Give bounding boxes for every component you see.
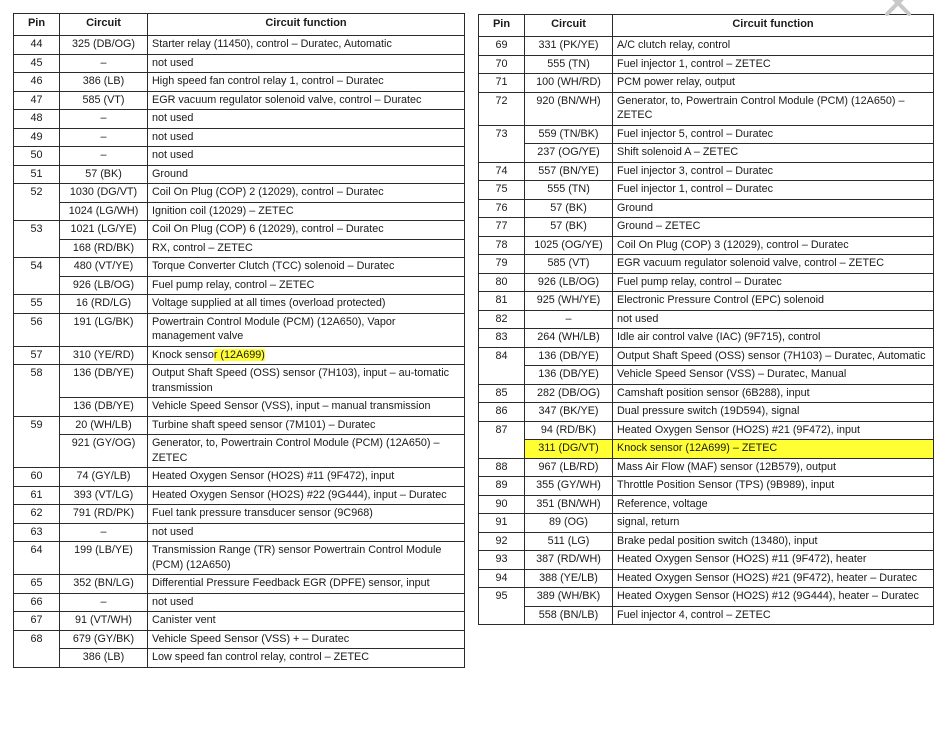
highlighted-text: r (12A699)	[213, 348, 265, 361]
function-cell: Heated Oxygen Sensor (HO2S) #11 (9F472), input	[148, 468, 465, 487]
pin-cell: 50	[14, 147, 60, 166]
table-row	[14, 575, 465, 594]
circuit-cell: 393 (VT/LG)	[60, 486, 148, 505]
pin-cell: 44	[14, 36, 60, 55]
circuit-cell: 967 (LB/RD)	[525, 458, 613, 477]
circuit-cell: 511 (LG)	[525, 532, 613, 551]
table-row	[479, 347, 934, 366]
table-row	[14, 202, 465, 221]
table-row	[14, 276, 465, 295]
pin-cell: 49	[14, 128, 60, 147]
circuit-cell: 1021 (LG/YE)	[60, 221, 148, 240]
function-cell: Coil On Plug (COP) 2 (12029), control – Duratec	[148, 184, 465, 203]
function-cell: Low speed fan control relay, control – ZETEC	[148, 649, 465, 668]
table-row	[479, 218, 934, 237]
table-row	[479, 181, 934, 200]
pin-cell: 76	[479, 199, 525, 218]
table-row	[14, 128, 465, 147]
table-row	[14, 365, 465, 398]
table-row	[479, 125, 934, 144]
table-row	[479, 588, 934, 607]
pin-cell: 92	[479, 532, 525, 551]
pin-header: Pin	[14, 14, 60, 36]
circuit-cell: 311 (DG/VT)	[525, 440, 613, 459]
circuit-cell: 791 (RD/PK)	[60, 505, 148, 524]
pin-cell: 89	[479, 477, 525, 496]
table-row	[479, 144, 934, 163]
pin-cell: 85	[479, 384, 525, 403]
circuit-cell: 310 (YE/RD)	[60, 346, 148, 365]
pin-cell: 94	[479, 569, 525, 588]
circuit-cell: 91 (VT/WH)	[60, 612, 148, 631]
circuit-cell: 352 (BN/LG)	[60, 575, 148, 594]
function-cell: Dual pressure switch (19D594), signal	[613, 403, 934, 422]
pin-cell: 65	[14, 575, 60, 594]
table-row	[479, 255, 934, 274]
function-cell: Heated Oxygen Sensor (HO2S) #22 (9G444), input – Duratec	[148, 486, 465, 505]
function-cell: not used	[148, 128, 465, 147]
function-cell: Vehicle Speed Sensor (VSS) – Duratec, Manual	[613, 366, 934, 385]
pin-cell: 59	[14, 416, 60, 468]
circuit-cell: –	[60, 54, 148, 73]
circuit-cell: 480 (VT/YE)	[60, 258, 148, 277]
table-row	[14, 398, 465, 417]
function-cell: Fuel injector 1, control – ZETEC	[613, 55, 934, 74]
table-row	[14, 486, 465, 505]
function-cell: Fuel injector 1, control – Duratec	[613, 181, 934, 200]
close-icon	[878, 0, 918, 18]
pin-cell: 70	[479, 55, 525, 74]
pin-cell: 55	[14, 295, 60, 314]
table-row	[14, 346, 465, 365]
circuit-cell: 100 (WH/RD)	[525, 74, 613, 93]
function-cell: not used	[148, 110, 465, 129]
table-row	[479, 55, 934, 74]
function-cell: RX, control – ZETEC	[148, 239, 465, 258]
table-row	[14, 73, 465, 92]
table-row	[479, 273, 934, 292]
pin-cell: 71	[479, 74, 525, 93]
function-cell: Fuel pump relay, control – ZETEC	[148, 276, 465, 295]
circuit-cell: 925 (WH/YE)	[525, 292, 613, 311]
circuit-cell: 136 (DB/YE)	[60, 398, 148, 417]
pin-cell: 86	[479, 403, 525, 422]
table-row	[14, 147, 465, 166]
function-cell: Differential Pressure Feedback EGR (DPFE) sensor, input	[148, 575, 465, 594]
table-row	[14, 221, 465, 240]
pin-cell: 69	[479, 37, 525, 56]
circuit-cell: 555 (TN)	[525, 181, 613, 200]
function-cell: A/C clutch relay, control	[613, 37, 934, 56]
pin-cell: 87	[479, 421, 525, 458]
function-cell	[148, 346, 465, 365]
table-row	[479, 569, 934, 588]
function-cell: Heated Oxygen Sensor (HO2S) #21 (9F472), input	[613, 421, 934, 440]
pin-cell: 75	[479, 181, 525, 200]
circuit-cell: 136 (DB/YE)	[525, 347, 613, 366]
function-cell: not used	[148, 593, 465, 612]
table-row	[479, 495, 934, 514]
function-cell: Ground	[148, 165, 465, 184]
function-cell: Turbine shaft speed sensor (7M101) – Duratec	[148, 416, 465, 435]
circuit-cell: 57 (BK)	[60, 165, 148, 184]
pin-cell: 52	[14, 184, 60, 221]
table-row-highlighted	[479, 440, 934, 459]
table-row	[14, 416, 465, 435]
circuit-cell: 388 (YE/LB)	[525, 569, 613, 588]
function-cell: Electronic Pressure Control (EPC) solenoid	[613, 292, 934, 311]
circuit-cell: 920 (BN/WH)	[525, 92, 613, 125]
function-cell: Shift solenoid A – ZETEC	[613, 144, 934, 163]
circuit-cell: 921 (GY/OG)	[60, 435, 148, 468]
table-row	[479, 199, 934, 218]
circuit-cell: 585 (VT)	[60, 91, 148, 110]
circuit-cell: 558 (BN/LB)	[525, 606, 613, 625]
table-row	[14, 313, 465, 346]
table-row	[479, 532, 934, 551]
pin-cell: 57	[14, 346, 60, 365]
function-cell: Heated Oxygen Sensor (HO2S) #11 (9F472), heater	[613, 551, 934, 570]
function-cell: Vehicle Speed Sensor (VSS) + – Duratec	[148, 630, 465, 649]
function-cell: Canister vent	[148, 612, 465, 631]
pin-cell: 73	[479, 125, 525, 162]
function-cell: Mass Air Flow (MAF) sensor (12B579), output	[613, 458, 934, 477]
table-row	[14, 54, 465, 73]
pin-cell: 95	[479, 588, 525, 625]
table-row	[14, 184, 465, 203]
table-header-row	[14, 14, 465, 36]
circuit-cell: 136 (DB/YE)	[60, 365, 148, 398]
function-cell: PCM power relay, output	[613, 74, 934, 93]
circuit-cell: –	[60, 128, 148, 147]
pin-cell: 64	[14, 542, 60, 575]
function-cell: not used	[613, 310, 934, 329]
pin-cell: 60	[14, 468, 60, 487]
table-row	[14, 505, 465, 524]
pin-cell: 47	[14, 91, 60, 110]
circuit-cell: 57 (BK)	[525, 199, 613, 218]
circuit-cell: 237 (OG/YE)	[525, 144, 613, 163]
function-cell: Powertrain Control Module (PCM) (12A650), Vapor management valve	[148, 313, 465, 346]
function-cell: Fuel pump relay, control – Duratec	[613, 273, 934, 292]
circuit-cell: 585 (VT)	[525, 255, 613, 274]
pin-cell: 84	[479, 347, 525, 384]
circuit-cell: 386 (LB)	[60, 649, 148, 668]
function-cell: Reference, voltage	[613, 495, 934, 514]
table-row	[479, 366, 934, 385]
table-row	[14, 649, 465, 668]
circuit-cell: –	[60, 593, 148, 612]
function-text: Knock senso	[152, 348, 214, 361]
pin-cell: 66	[14, 593, 60, 612]
pin-table-left	[13, 13, 465, 668]
circuit-cell: 557 (BN/YE)	[525, 162, 613, 181]
function-cell: Heated Oxygen Sensor (HO2S) #21 (9F472), heater – Duratec	[613, 569, 934, 588]
circuit-cell: 57 (BK)	[525, 218, 613, 237]
pin-cell: 83	[479, 329, 525, 348]
function-cell: Coil On Plug (COP) 3 (12029), control – Duratec	[613, 236, 934, 255]
table-row	[14, 542, 465, 575]
table-row	[14, 295, 465, 314]
table-row	[479, 606, 934, 625]
pin-cell: 46	[14, 73, 60, 92]
circuit-header: Circuit	[60, 14, 148, 36]
function-cell: Idle air control valve (IAC) (9F715), control	[613, 329, 934, 348]
circuit-cell: 1025 (OG/YE)	[525, 236, 613, 255]
pin-header: Pin	[479, 15, 525, 37]
pin-cell: 56	[14, 313, 60, 346]
table-row	[14, 165, 465, 184]
function-cell: Ground – ZETEC	[613, 218, 934, 237]
circuit-cell: 1024 (LG/WH)	[60, 202, 148, 221]
pin-cell: 72	[479, 92, 525, 125]
circuit-cell: 355 (GY/WH)	[525, 477, 613, 496]
function-cell: Fuel tank pressure transducer sensor (9C968)	[148, 505, 465, 524]
function-cell: EGR vacuum regulator solenoid valve, control – ZETEC	[613, 255, 934, 274]
function-header: Circuit function	[613, 15, 934, 37]
table-row	[14, 593, 465, 612]
circuit-cell: 89 (OG)	[525, 514, 613, 533]
pin-cell: 48	[14, 110, 60, 129]
circuit-cell: 325 (DB/OG)	[60, 36, 148, 55]
circuit-cell: –	[60, 110, 148, 129]
pin-cell: 61	[14, 486, 60, 505]
function-cell: Torque Converter Clutch (TCC) solenoid – Duratec	[148, 258, 465, 277]
function-cell: not used	[148, 54, 465, 73]
pin-table-right	[478, 14, 934, 625]
table-row	[14, 110, 465, 129]
pin-cell: 68	[14, 630, 60, 667]
function-cell: EGR vacuum regulator solenoid valve, control – Duratec	[148, 91, 465, 110]
function-cell: Output Shaft Speed (OSS) sensor (7H103) – Duratec, Automatic	[613, 347, 934, 366]
function-cell: Vehicle Speed Sensor (VSS), input – manual transmission	[148, 398, 465, 417]
circuit-cell: 264 (WH/LB)	[525, 329, 613, 348]
circuit-cell: –	[525, 310, 613, 329]
table-row	[479, 37, 934, 56]
function-cell: Brake pedal position switch (13480), input	[613, 532, 934, 551]
table-body-right	[479, 37, 934, 625]
circuit-cell: 389 (WH/BK)	[525, 588, 613, 607]
circuit-cell: 168 (RD/BK)	[60, 239, 148, 258]
pin-cell: 58	[14, 365, 60, 417]
circuit-cell: 555 (TN)	[525, 55, 613, 74]
circuit-cell: 559 (TN/BK)	[525, 125, 613, 144]
pin-cell: 74	[479, 162, 525, 181]
table-row	[479, 162, 934, 181]
circuit-cell: 20 (WH/LB)	[60, 416, 148, 435]
function-cell: Fuel injector 3, control – Duratec	[613, 162, 934, 181]
function-cell: Generator, to, Powertrain Control Module (PCM) (12A650) – ZETEC	[613, 92, 934, 125]
table-row	[479, 421, 934, 440]
table-row	[479, 292, 934, 311]
pin-cell: 77	[479, 218, 525, 237]
circuit-cell: 347 (BK/YE)	[525, 403, 613, 422]
table-row	[479, 514, 934, 533]
function-cell: Throttle Position Sensor (TPS) (9B989), input	[613, 477, 934, 496]
pin-cell: 78	[479, 236, 525, 255]
circuit-cell: 679 (GY/BK)	[60, 630, 148, 649]
function-cell: Ignition coil (12029) – ZETEC	[148, 202, 465, 221]
pin-cell: 80	[479, 273, 525, 292]
pin-cell: 63	[14, 523, 60, 542]
table-row	[14, 523, 465, 542]
circuit-cell: 199 (LB/YE)	[60, 542, 148, 575]
circuit-cell: 282 (DB/OG)	[525, 384, 613, 403]
table-row	[14, 468, 465, 487]
circuit-cell: 386 (LB)	[60, 73, 148, 92]
circuit-cell: –	[60, 147, 148, 166]
circuit-cell: 351 (BN/WH)	[525, 495, 613, 514]
pin-cell: 91	[479, 514, 525, 533]
pin-cell: 93	[479, 551, 525, 570]
close-button[interactable]	[878, 0, 918, 18]
function-cell: Fuel injector 5, control – Duratec	[613, 125, 934, 144]
table-row	[479, 477, 934, 496]
function-cell: Generator, to, Powertrain Control Module (PCM) (12A650) – ZETEC	[148, 435, 465, 468]
table-row	[479, 329, 934, 348]
table-row	[479, 551, 934, 570]
table-row	[14, 612, 465, 631]
function-cell: not used	[148, 147, 465, 166]
circuit-cell: 136 (DB/YE)	[525, 366, 613, 385]
function-cell: Ground	[613, 199, 934, 218]
pin-cell: 79	[479, 255, 525, 274]
function-cell: Heated Oxygen Sensor (HO2S) #12 (9G444), heater – Duratec	[613, 588, 934, 607]
function-cell: Camshaft position sensor (6B288), input	[613, 384, 934, 403]
circuit-cell: 387 (RD/WH)	[525, 551, 613, 570]
table-header-row	[479, 15, 934, 37]
function-cell: Transmission Range (TR) sensor Powertrain Control Module (PCM) (12A650)	[148, 542, 465, 575]
table-row	[479, 458, 934, 477]
circuit-cell: 74 (GY/LB)	[60, 468, 148, 487]
circuit-cell: 94 (RD/BK)	[525, 421, 613, 440]
circuit-cell: 926 (LB/OG)	[60, 276, 148, 295]
table-row	[479, 74, 934, 93]
function-cell: Voltage supplied at all times (overload protected)	[148, 295, 465, 314]
pin-cell: 53	[14, 221, 60, 258]
pin-cell: 88	[479, 458, 525, 477]
function-cell: Starter relay (11450), control – Duratec, Automatic	[148, 36, 465, 55]
table-row	[479, 384, 934, 403]
circuit-cell: 1030 (DG/VT)	[60, 184, 148, 203]
function-header: Circuit function	[148, 14, 465, 36]
circuit-header: Circuit	[525, 15, 613, 37]
table-row	[14, 630, 465, 649]
circuit-cell: 16 (RD/LG)	[60, 295, 148, 314]
pin-cell: 81	[479, 292, 525, 311]
circuit-cell: –	[60, 523, 148, 542]
function-cell: Knock sensor (12A699) – ZETEC	[613, 440, 934, 459]
pin-cell: 51	[14, 165, 60, 184]
table-body-left	[14, 36, 465, 668]
circuit-cell: 331 (PK/YE)	[525, 37, 613, 56]
function-cell: High speed fan control relay 1, control – Duratec	[148, 73, 465, 92]
table-row	[14, 91, 465, 110]
circuit-cell: 191 (LG/BK)	[60, 313, 148, 346]
pin-cell: 54	[14, 258, 60, 295]
function-cell: signal, return	[613, 514, 934, 533]
table-row	[14, 239, 465, 258]
pin-cell: 90	[479, 495, 525, 514]
table-row	[14, 36, 465, 55]
circuit-cell: 926 (LB/OG)	[525, 273, 613, 292]
pin-cell: 45	[14, 54, 60, 73]
function-cell: Fuel injector 4, control – ZETEC	[613, 606, 934, 625]
table-row	[479, 310, 934, 329]
table-row	[14, 258, 465, 277]
pin-cell: 67	[14, 612, 60, 631]
table-row	[479, 92, 934, 125]
function-cell: Coil On Plug (COP) 6 (12029), control – Duratec	[148, 221, 465, 240]
function-cell: not used	[148, 523, 465, 542]
function-cell: Output Shaft Speed (OSS) sensor (7H103), input – au-tomatic transmission	[148, 365, 465, 398]
table-row	[479, 236, 934, 255]
table-row	[479, 403, 934, 422]
table-row	[14, 435, 465, 468]
pin-cell: 82	[479, 310, 525, 329]
pin-cell: 62	[14, 505, 60, 524]
